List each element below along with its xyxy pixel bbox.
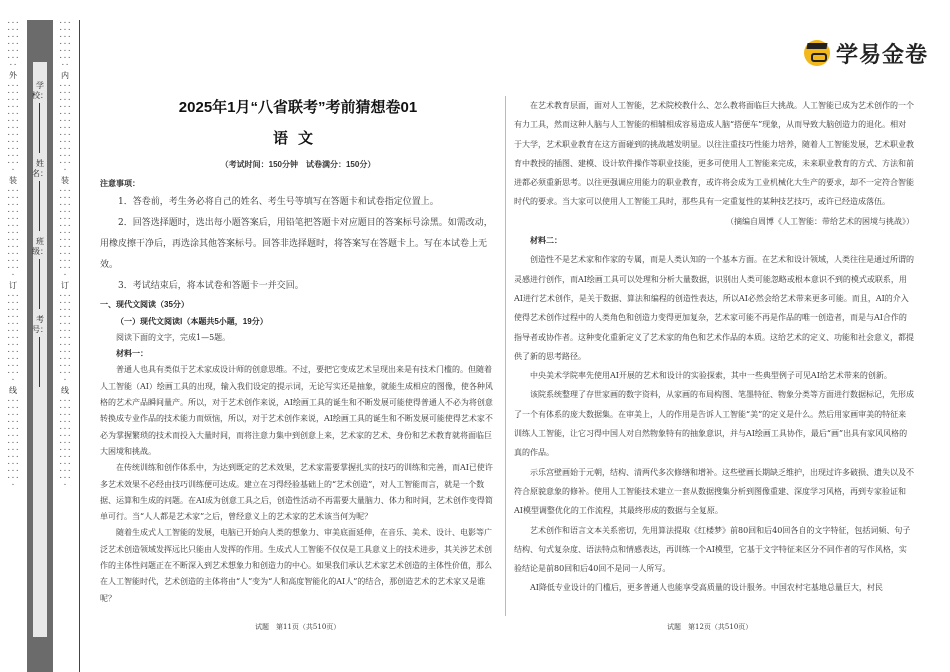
paper-title: 2025年1月“八省联考”考前猜想卷01 <box>178 99 418 116</box>
column-divider <box>505 96 506 616</box>
outer-mark: 外 <box>9 71 17 80</box>
field-class: 班级： <box>32 237 48 256</box>
inner-mark: 内 <box>61 71 69 80</box>
brand-logo <box>804 38 928 68</box>
section-heading: 一、现代文阅读（35分） <box>100 300 189 310</box>
field-line[interactable] <box>39 103 42 153</box>
inner-mark: 装 <box>61 176 69 185</box>
outer-dotted-line: ···················· 外 ····································· 装 ····································· 订 ····································· 线 ····································· <box>6 20 20 489</box>
instruction-item: 2．回答选择题时，选出每小题答案后，用铅笔把答题卡对应题目的答案标号涂黑。如需改动，用橡皮擦干净后，再选涂其他答案标号。回答非选择题时，将答案写在答题卡上。写在本试卷上无效。 <box>100 218 493 271</box>
passage-paragraph: 在传统训练和创作体系中，为达到既定的艺术效果，艺术家需要掌握扎实的技巧的训练和完善，而AI已使许多艺术效果不必经由技巧训练便可达成。建立在习得经验基础上的“艺术创造”，对人工智能而言，就是一个数据、运算和生成的问题。在AI成为创意工具之后，创造性活动不再需要大量脑力、体力和时间，艺术创作变得简单可行。当“人人都是艺术家”之后，曾经意义上的艺术家的艺术该当何为呢？ <box>100 463 493 522</box>
field-school: 学校： <box>32 81 48 100</box>
passage-paragraph: 该院系统整理了存世家画的数字资料，从家画的布局构图、笔墨特征、物象分类等方面进行数据标记，先形成了一个有体系的庞大数据集。在审美上，人的作用是告诉人工智能“美”的定义是什么。然后用家画审美的特征来训练人工智能，让它习得中国人对自然物象特有的抽象意识，并与AI绘画工具协作，最后“画”出具有家风风格的真的作品。 <box>514 390 914 458</box>
instruction-item: 3．考试结束后，将本试卷和答题卡一并交回。 <box>118 281 304 292</box>
passage-paragraph: 创造性不是艺术家和作家的专属，而是人类认知的一个基本方面。在艺术和设计领域，人类往往是通过所谓的灵感进行创作，而AI绘画工具可以处理和分析大量数据，识别出人类可能忽略或根本意识不到的模式或联系，用AI进行艺术创作，是关于数据、算法和编程的创造性表达，所以AI必然会给艺术带来更多可能。而且，AI的介入使得艺术创作过程中的人类角色和创造力变得更加复杂，艺术家可能不再是作品的唯一创造者，而是与AI合作的指导者或协作者。这种变化重新定义了艺术家的角色和艺术作品的本质。这给艺术的定义、功能和社会意义，都提供了新的思考路径。 <box>514 255 914 361</box>
field-line[interactable] <box>39 337 42 387</box>
binding-strip <box>0 0 84 672</box>
instructions-heading: 注意事项： <box>100 179 140 188</box>
instruction-item: 1．答卷前，考生务必将自己的姓名、考生号等填写在答题卡和试卷指定位置上。 <box>118 197 439 208</box>
passage-paragraph: 随着生成式人工智能的发展，电脑已开始向人类的想象力、审美底面延伸，在音乐、美术、设计、电影等广泛艺术创造领域发挥远比只能由人发挥的作用。生成式人工智能不仅仅是工具意义上的技术进步，其关涉艺术创作的主体性问题正在不断深入到艺术想象力和创造力的中心。如果我们承认艺术家艺术创造的主体性价值，那么在人工智能时代，艺术创造的主体将由“人”变为“人和高度智能化的AI人”的结合，那创造艺术的艺术家又是谁呢？ <box>100 528 492 603</box>
outer-mark: 装 <box>9 176 17 185</box>
material-label: 材料二： <box>530 236 562 246</box>
material-label: 材料一： <box>116 349 148 359</box>
passage-paragraph: 艺术创作和语言文本关系密切，先用算法提取《红楼梦》前80回和后40回各自的文字特征，包括词频、句子结构、句式复杂度、语法特点和情感表达，再训练一个AI模型，它基于文字特征来区分不同作者的写作风格，实验结论是前80回和后40回不是同一人所写。 <box>514 525 911 574</box>
passage-paragraph: 示乐宫壁画始于元朝，结构、清两代多次修缮和增补。这些壁画长期缺乏维护，出现过许多破损、遗失以及不符合原貌意象的修补。使用人工智能技术建立一套从数据搜集分析到图像重建、深度学习风格，再到专家验证和AI模型调整优化的工作流程，其最终形成的数据与全复原。 <box>514 467 914 516</box>
field-line[interactable] <box>39 181 42 231</box>
student-fields <box>30 75 50 389</box>
subsection-heading: （一）现代文阅读Ⅰ（本题共5小题，19分） <box>116 316 268 326</box>
paper-subject: 语文 <box>272 130 323 147</box>
right-column <box>514 96 914 616</box>
passage-paragraph: AI降低专业设计的门槛后，更多普通人也能享受高质量的设计服务。中国农村宅基地总量巨大，村民 <box>530 583 883 593</box>
field-exam-number: 考号： <box>32 315 48 334</box>
left-column <box>100 96 496 616</box>
inner-mark: 线 <box>61 386 69 395</box>
source-citation: （摘编自周博《人工智能：带给艺术的困境与挑战》） <box>726 216 914 226</box>
inner-dotted-line: ···················· 内 ····································· 装 ····································· 订 ····································· 线 ····································· <box>58 20 72 489</box>
inner-mark: 订 <box>61 281 69 290</box>
reading-instruction: 阅读下面的文字，完成1—5题。 <box>116 332 231 342</box>
passage-paragraph: 在艺术教育层面，面对人工智能，艺术院校教什么、怎么教将面临巨大挑战。人工智能已成为艺术创作的一个有力工具，然而这种人脑与人工智能的相辅相成容易造成人脑“搭便车”现象，从而导致大脑创造力的退化。相对于大学，艺术职业教育在这方面碰到的挑战越发明显。以往注重技巧性能力培养，随着人工智能发展，艺术职业教育中教授的插图、建模、设计软件操作等职业技能，更多可使用人工智能来完成，未来职业教育的方式、方法和前进都必须重新思考。以往更强调应用能力的职业教育，或许将会成为工业机械化大生产的要求，却不一定符合智能时代的要求。当大家可以使用人工智能工具时，那些具有一定重复性的某种技艺技巧，或许已经造成落伍。 <box>514 101 914 207</box>
exam-meta: （考试时间：150分钟 试卷满分：150分） <box>220 160 376 169</box>
passage-paragraph: 中央美术学院率先使用AI开展的艺术和设计的实验探索，其中一些典型例子可见AI给艺术带来的创新。 <box>530 371 892 381</box>
outer-mark: 线 <box>9 386 17 395</box>
outer-mark: 订 <box>9 281 17 290</box>
passage-paragraph: 普通人也具有类似于艺术家成设计师的创意思维。不过，要把它变成艺术呈现出来是有技术门槛的。但随着人工智能（AI）绘画工具的出现，输入我们设定的提示词，无论写实还是抽象，就能生成相应的图像，使各种风格的艺术产品瞬间量产。所以，对于艺术创作来说，AI绘画工具的诞生和不断发展可能使得普通人不必为将创意转换成专业作品的技术能力而烦恼，所以，对于艺术创作来说，AI绘画工具的诞生和不断发展可能使得艺术家不必为掌握繁琐的技术而投入大量时间，而将注意力集中到创意上来，艺术家的艺术、身份和艺术教育就将面临巨大困境和挑战。 <box>100 365 493 456</box>
page-footer-left: 试题 第11页（共510页） <box>255 623 341 631</box>
page-footer-right: 试题 第12页（共510页） <box>667 623 753 631</box>
binding-rule <box>79 20 80 672</box>
field-name: 姓名： <box>32 159 48 178</box>
field-line[interactable] <box>39 259 42 309</box>
brand-name: 学易金卷 <box>835 41 928 67</box>
graduation-cap-icon <box>804 40 830 66</box>
